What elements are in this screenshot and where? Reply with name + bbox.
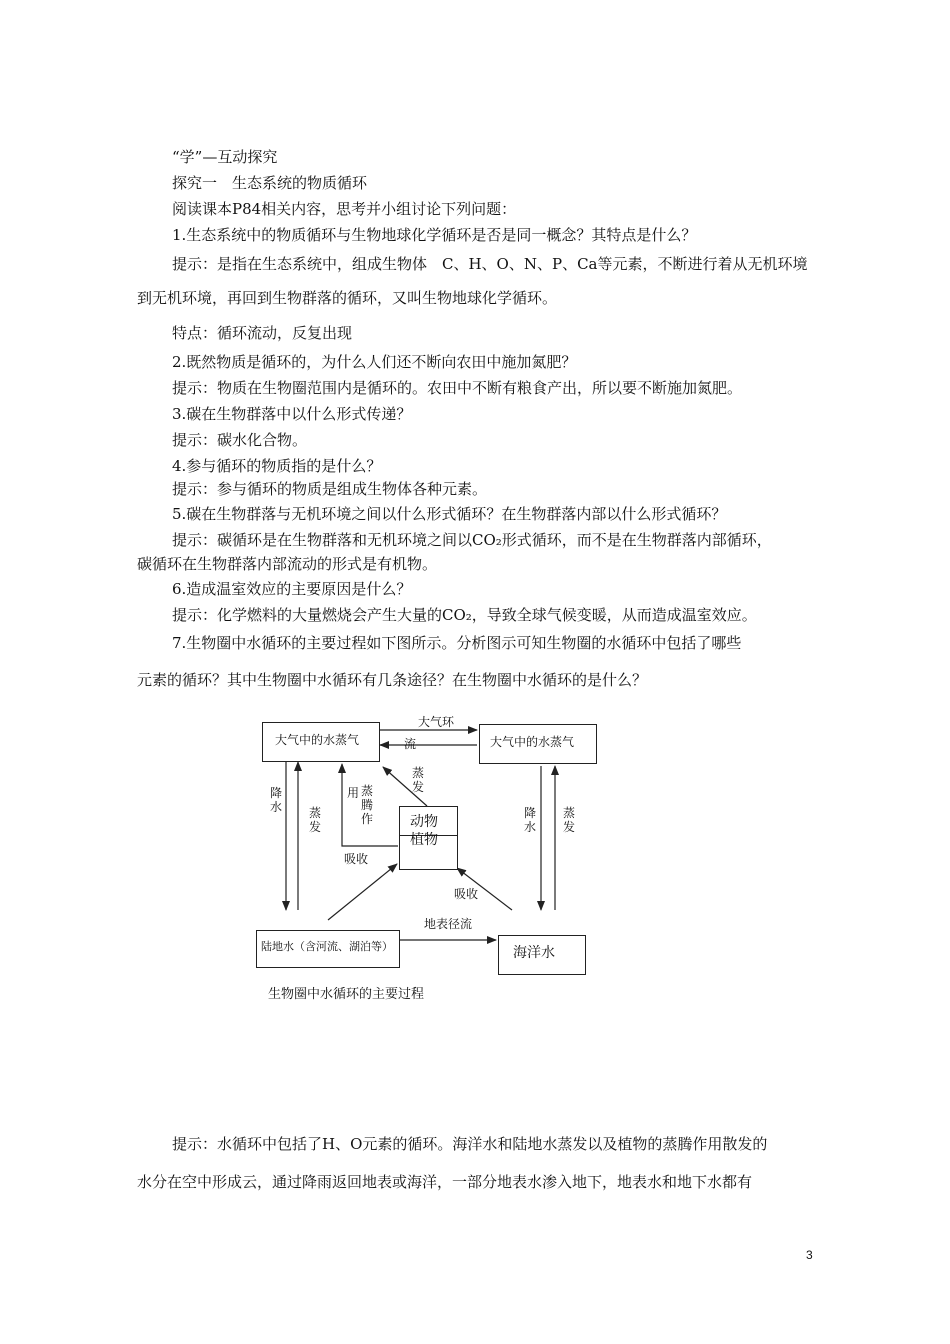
question-7-line-2: 元素的循环？其中生物圈中水循环有几条途径？在生物圈中水循环的是什么？ [137,671,648,689]
page-number: 3 [806,1248,813,1262]
answer-7-line-1: 提示：水循环中包括了H、O元素的循环。海洋水和陆地水蒸发以及植物的蒸腾作用散发的 [172,1135,768,1153]
box-land-water: 陆地水（含河流、湖泊等） [256,930,400,968]
plant-label: 植物 [410,832,438,848]
section-heading: “学”—互动探究 [172,148,278,166]
hint-3: 提示：碳水化合物。 [172,431,308,449]
label-evaporation-left: 蒸发 [308,806,321,834]
arrow-absorb-land [328,864,397,920]
hint-5-line-1: 提示：碳循环是在生物群落和无机环境之间以CO₂形式循环，而不是在生物群落内部循环， [172,531,772,549]
hint-1-line-1: 提示：是指在生态系统中，组成生物体 C、H、O、N、P、Ca等元素，不断进行着从无机环境 [172,255,808,273]
label-action: 作 [360,812,373,826]
hint-1-line-2: 到无机环境，再回到生物群落的循环，又叫生物地球化学循环。 [137,289,558,307]
label-surface-runoff: 地表径流 [424,917,473,931]
box-atmosphere-left: 大气中的水蒸气 [262,722,380,762]
question-6: 6.造成温室效应的主要原因是什么？ [172,580,412,598]
label-evaporation-mid: 蒸发 [411,766,424,794]
label-precipitation-right: 降水 [523,806,536,834]
feature-text: 特点：循环流动，反复出现 [172,324,353,342]
hint-6: 提示：化学燃料的大量燃烧会产生大量的CO₂，导致全球气候变暖，从而造成温室效应。 [172,606,757,624]
box-ocean-water: 海洋水 [498,935,586,975]
question-1: 1.生态系统中的物质循环与生物地球化学循环是否是同一概念？其特点是什么？ [172,226,697,244]
label-transpiration: 蒸腾 [360,784,373,812]
label-absorb-left: 吸收 [344,852,369,866]
label-use: 用 [346,786,359,800]
hint-2: 提示：物质在生物圈范围内是循环的。农田中不断有粮食产出，所以要不断施加氮肥。 [172,379,743,397]
label-circulation-1: 大气环 [418,715,455,729]
inquiry-title: 探究一 生态系统的物质循环 [172,174,368,192]
box-organisms [399,806,458,870]
question-7-line-1: 7.生物圈中水循环的主要过程如下图所示。分析图示可知生物圈的水循环中包括了哪些 [172,634,742,652]
question-4: 4.参与循环的物质指的是什么？ [172,457,382,475]
label-circulation-2: 流 [404,737,417,751]
reading-instruction: 阅读课本P84相关内容，思考并小组讨论下列问题： [172,200,517,218]
question-5: 5.碳在生物群落与无机环境之间以什么形式循环？在生物群落内部以什么形式循环？ [172,505,727,523]
answer-7-line-2: 水分在空中形成云，通过降雨返回地表或海洋，一部分地表水渗入地下，地表水和地下水都有 [137,1173,753,1191]
question-3: 3.碳在生物群落中以什么形式传递？ [172,405,412,423]
animal-label: 动物 [410,814,438,830]
hint-5-line-2: 碳循环在生物群落内部流动的形式是有机物。 [137,555,438,573]
hint-4: 提示：参与循环的物质是组成生物体各种元素。 [172,480,488,498]
box-atmosphere-right: 大气中的水蒸气 [479,724,597,764]
label-precipitation-left: 降水 [269,786,282,814]
label-absorb-right: 吸收 [454,887,479,901]
diagram-caption: 生物圈中水循环的主要过程 [268,987,425,1002]
question-2: 2.既然物质是循环的，为什么人们还不断向农田中施加氮肥？ [172,353,577,371]
label-evaporation-right: 蒸发 [562,806,575,834]
